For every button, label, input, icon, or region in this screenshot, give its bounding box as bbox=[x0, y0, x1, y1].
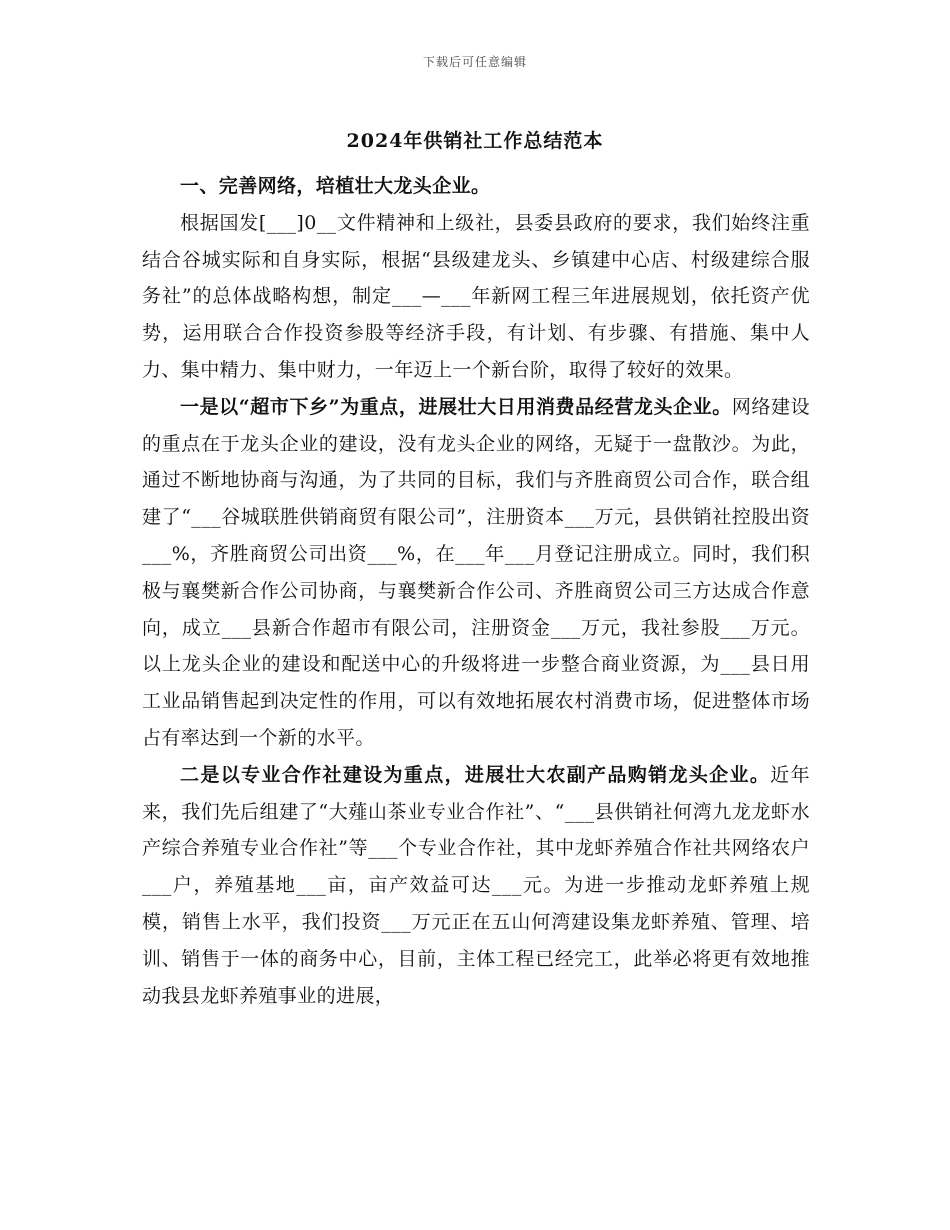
header-note: 下载后可任意编辑 bbox=[422, 55, 527, 69]
document-body bbox=[142, 168, 810, 1014]
paragraph-1: 根据国发[___]0__文件精神和上级社，县委县政府的要求，我们始终注重结合谷城实际和自身实际，根据“县级建龙头、乡镇建中心店、村级建综合服务社”的总体战略构想，制定___—___年新网工程三年进展规划，依托资产优势，运用联合合作投资参股等经济手段，有计划、有步骤、有措施、集中人力、集中精力、集中财力，一年迈上一个新台阶，取得了较好的效果。 bbox=[142, 211, 810, 381]
paragraph-2-lead: 一是以“超市下乡”为重点，进展壮大日用消费品经营龙头企业。 bbox=[180, 395, 732, 418]
paragraph-2-body: 网络建设的重点在于龙头企业的建设，没有龙头企业的网络，无疑于一盘散沙。为此，通过不断地协商与沟通，为了共同的目标，我们与齐胜商贸公司合作，联合组建了“___谷城联胜供销商贸有限公司”，注册资本___万元，县供销社控股出资___%，齐胜商贸公司出资___%，在___年___月登记注册成立。同时，我们积极与襄樊新合作公司协商，与襄樊新合作公司、齐胜商贸公司三方达成合作意向，成立___县新合作超市有限公司，注册资金___万元，我社参股___万元。以上龙头企业的建设和配送中心的升级将进一步整合商业资源，为___县日用工业品销售起到决定性的作用，可以有效地拓展农村消费市场，促进整体市场占有率达到一个新的水平。 bbox=[142, 395, 810, 749]
document-title: 2024年供销社工作总结范本 bbox=[346, 130, 604, 152]
paragraph-2 bbox=[142, 389, 810, 757]
paragraph-3-lead: 二是以专业合作社建设为重点，进展壮大农副产品购销龙头企业。 bbox=[180, 763, 771, 786]
paragraph-3 bbox=[142, 757, 810, 1015]
section-heading-1: 一、完善网络，培植壮大龙头企业。 bbox=[180, 175, 491, 197]
paragraph-3-body: 近年来，我们先后组建了“大薤山茶业专业合作社”、“___县供销社何湾九龙龙虾水产综合养殖专业合作社”等___个专业合作社，其中龙虾养殖合作社共网络农户___户，养殖基地___亩，亩产效益可达___元。为进一步推动龙虾养殖上规模，销售上水平，我们投资___万元正在五山何湾建设集龙虾养殖、管理、培训、销售于一体的商务中心，目前，主体工程已经完工，此举必将更有效地推动我县龙虾养殖事业的进展， bbox=[142, 763, 810, 1007]
